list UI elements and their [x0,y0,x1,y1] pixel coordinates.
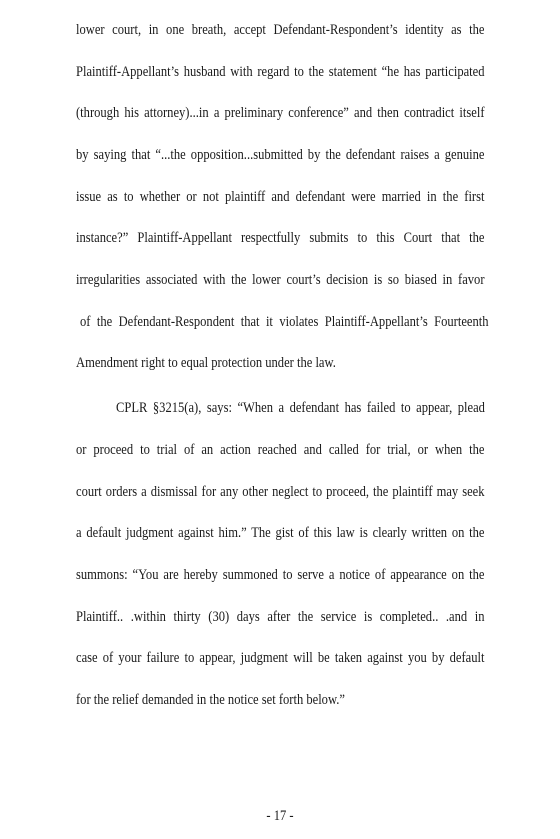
text-line: case of your failure to appear, judgment will be taken against you by default [76,650,485,666]
text-line: instance?” Plaintiff-Appellant respectfully submits to this Court that the [76,230,485,246]
text-line: issue as to whether or not plaintiff and defendant were married in the first [76,189,485,205]
text-line: Plaintiff.. .within thirty (30) days after the service is completed.. .and in [76,609,485,625]
text-line: by saying that “...the opposition...submitted by the defendant raises a genuine [76,147,485,163]
text-line: summons: “You are hereby summoned to serve a notice of appearance on the [76,567,485,583]
text-line: lower court, in one breath, accept Defendant-Respondent’s identity as the [76,22,485,38]
text-line: CPLR §3215(a), says: “When a defendant has failed to appear, plead [116,400,485,416]
text-line: Plaintiff-Appellant’s husband with regard to the statement “he has participated [76,64,485,80]
text-line: or proceed to trial of an action reached and called for trial, or when the [76,442,485,458]
text-line: Amendment right to equal protection under the law. [76,355,336,371]
page-number: - 17 - [266,808,294,824]
text-line: a default judgment against him.” The gist of this law is clearly written on the [76,525,485,541]
text-line: for the relief demanded in the notice set forth below.” [76,692,345,708]
text-line: of the Defendant-Respondent that it violates Plaintiff-Appellant’s Fourteenth [80,314,489,330]
text-line: irregularities associated with the lower court’s decision is so biased in favor [76,272,485,288]
text-line: (through his attorney)...in a preliminary conference” and then contradict itself [76,105,485,121]
text-line: court orders a dismissal for any other neglect to proceed, the plaintiff may seek [76,484,485,500]
